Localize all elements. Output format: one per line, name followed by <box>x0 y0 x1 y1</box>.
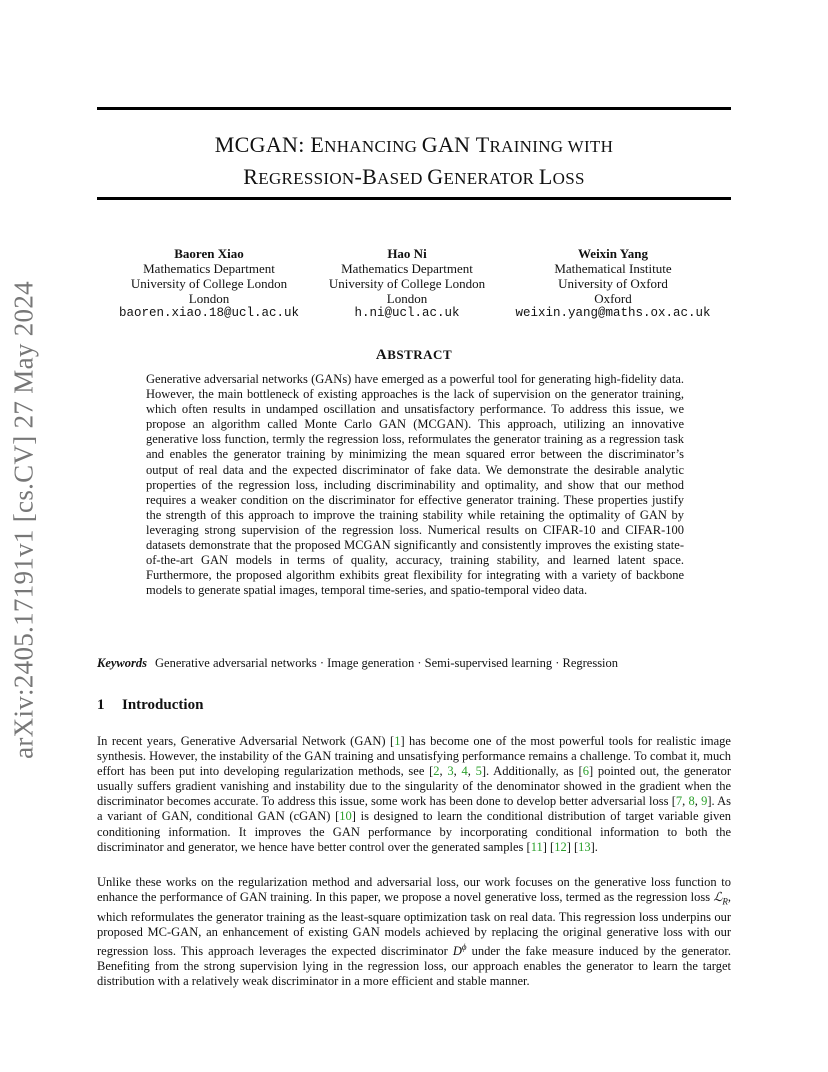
author-email: h.ni@ucl.ac.uk <box>354 306 460 320</box>
author-institution: University of Oxford <box>558 276 668 291</box>
paragraph-text: Unlike these works on the regularization method and adversarial loss, our work focuses on the generative loss function to enhance the performance of GAN training. In this paper, we propose a novel generative loss, termed as the regression loss <box>97 875 731 905</box>
title-capital: MCGAN: E <box>214 132 325 157</box>
abstract-heading-cap: A <box>375 347 388 363</box>
citation-link[interactable]: 7 <box>675 794 683 809</box>
paragraph-text: , <box>682 794 689 809</box>
author-city: London <box>386 291 428 306</box>
section-number: 1 <box>97 697 105 713</box>
math-superscript: ϕ <box>461 941 467 952</box>
math-subscript: R <box>722 896 728 907</box>
author-block-3 <box>508 246 718 321</box>
citation-link[interactable]: 2 <box>433 764 440 779</box>
title-line-2 <box>97 162 731 194</box>
title-smallcaps: OSS <box>552 169 585 188</box>
title-smallcaps: ENERATOR <box>443 169 539 188</box>
paragraph-text: , <box>453 764 462 779</box>
title-bottom-rule <box>97 197 731 200</box>
paragraph-text: ]. As a variant of GAN, conditional GAN (cGAN) [ <box>97 794 732 824</box>
title-capital: G <box>427 164 444 189</box>
citation-link[interactable]: 1 <box>394 734 401 748</box>
citation-link[interactable]: 13 <box>578 839 591 854</box>
title-smallcaps: RAINING WITH <box>489 137 614 156</box>
section-heading-introduction <box>97 697 203 714</box>
author-institution: University of College London <box>130 276 288 291</box>
section-title: Introduction <box>122 697 204 713</box>
author-email: baoren.xiao.18@ucl.ac.uk <box>118 306 300 320</box>
citation-link[interactable]: 12 <box>554 839 567 854</box>
intro-paragraph-1 <box>97 734 731 855</box>
paragraph-text: under the fake measure induced by the generator. Benefiting from the strong supervision lying in the regression loss, our approach enables the generator to learn the target distribution with a relatively weak discriminator in a more efficient and stable manner. <box>97 944 731 989</box>
citation-link[interactable]: 4 <box>461 764 468 779</box>
title-smallcaps: ASED <box>377 169 428 188</box>
keywords-label: Keywords <box>97 656 147 670</box>
citation-link[interactable]: 8 <box>688 794 695 809</box>
keywords <box>97 656 737 671</box>
author-dept: Mathematical Institute <box>554 261 672 276</box>
paragraph-text: ]. Additionally, as [ <box>481 764 583 779</box>
author-block-1 <box>104 246 314 321</box>
paragraph-text: , which reformulates the generator training as the least-square optimization task on real data. This regression loss underpins our proposed MC-GAN, an enhancement of existing GAN models achieved by replacing the original generative loss with our regression loss. This approach leverages the expected discriminator <box>97 890 731 959</box>
paragraph-text: , <box>694 794 702 809</box>
citation-link[interactable]: 6 <box>582 764 589 779</box>
title-smallcaps: EGRESSION <box>258 169 355 188</box>
citation-link[interactable]: 9 <box>701 794 708 809</box>
title-top-rule <box>97 107 731 110</box>
paper-title <box>97 130 731 194</box>
author-city: London <box>188 291 230 306</box>
title-capital: R <box>243 164 259 189</box>
paragraph-text: ] has become one of the most powerful tools for realistic image synthesis. However, the instability of the GAN training and unsatisfying performance remains a challenge. To combat it, much effort has been put into developing regularization methods, see [ <box>97 734 731 779</box>
citation-link[interactable]: 5 <box>475 764 482 779</box>
author-dept: Mathematics Department <box>341 261 473 276</box>
paragraph-text: , <box>467 764 476 779</box>
author-city: Oxford <box>594 291 632 306</box>
intro-paragraph-2 <box>97 875 731 989</box>
citation-link[interactable]: 10 <box>339 809 352 824</box>
author-institution: University of College London <box>328 276 486 291</box>
paragraph-text: In recent years, Generative Adversarial Network (GAN) [ <box>97 734 395 748</box>
arxiv-stamp <box>6 275 42 765</box>
math-symbol: D <box>452 944 462 959</box>
abstract-heading-rest: BSTRACT <box>387 347 453 362</box>
abstract-heading <box>97 347 731 364</box>
author-name: Weixin Yang <box>578 246 648 261</box>
math-symbol: ℒ <box>713 890 723 905</box>
paragraph-text: ] pointed out, the generator usually suffers gradient vanishing and instability due to the singularity of the denominator showed in the gradient when the discriminator becomes accurate. To address this issue, some work has been done to develop better adversarial loss [ <box>97 764 732 809</box>
keywords-text: Generative adversarial networks · Image generation · Semi-supervised learning · Regression <box>155 656 619 670</box>
title-capital: L <box>538 164 553 189</box>
paragraph-text: , <box>439 764 448 779</box>
title-capital: GAN T <box>421 132 490 157</box>
abstract-body: Generative adversarial networks (GANs) have emerged as a powerful tool for generating high-fidelity data. However, the main bottleneck of existing approaches is the lack of supervision on the generator training, which often results in undamped oscillation and unsatisfactory performance. To address this issue, we propose an algorithm called Monte Carlo GAN (MCGAN). This approach, utilizing an innovative generative loss function, termly the regression loss, reformulates the generator training as a regression task and enables the generator training by minimizing the mean squared error between the discriminator’s output of real data and the expected discriminator of fake data. We demonstrate the desirable analytic properties of the regression loss, including discriminability and optimality, and show that our method requires a weaker condition on the discriminator for effective generator training. These properties justify the strength of this approach to improve the training stability while retaining the optimality of GAN by leveraging strong supervision of the regression loss. Numerical results on CIFAR-10 and CIFAR-100 datasets demonstrate that the proposed MCGAN significantly and consistently improves the existing state-of-the-art GAN models in terms of quality, accuracy, training stability, and learned latent space. Furthermore, the proposed algorithm exhibits great flexibility for integrating with a variety of backbone models to generate spatial images, temporal time-series, and spatio-temporal video data. <box>146 372 684 598</box>
paragraph-text: ] is designed to learn the conditional distribution of target variable given conditioning information. It improves the GAN performance by incorporating conditional information to both the discriminator and generator, we hence have better control over the generated samples [ <box>97 809 731 854</box>
author-block-2 <box>302 246 512 321</box>
title-capital: -B <box>354 164 378 189</box>
paragraph-text: ] [ <box>542 839 555 854</box>
paragraph-text: ] [ <box>566 839 579 854</box>
citation-link[interactable]: 3 <box>447 764 454 779</box>
author-dept: Mathematics Department <box>143 261 275 276</box>
citation-link[interactable]: 11 <box>530 839 543 854</box>
arxiv-stamp-text: arXiv:2405.17191v1 [cs.CV] 27 May 2024 <box>8 281 39 759</box>
paragraph-text: ]. <box>590 839 598 854</box>
author-name: Hao Ni <box>387 246 427 261</box>
author-name: Baoren Xiao <box>174 246 244 261</box>
title-line-1 <box>97 130 731 162</box>
author-email: weixin.yang@maths.ox.ac.uk <box>515 306 711 320</box>
title-smallcaps: NHANCING <box>324 137 422 156</box>
